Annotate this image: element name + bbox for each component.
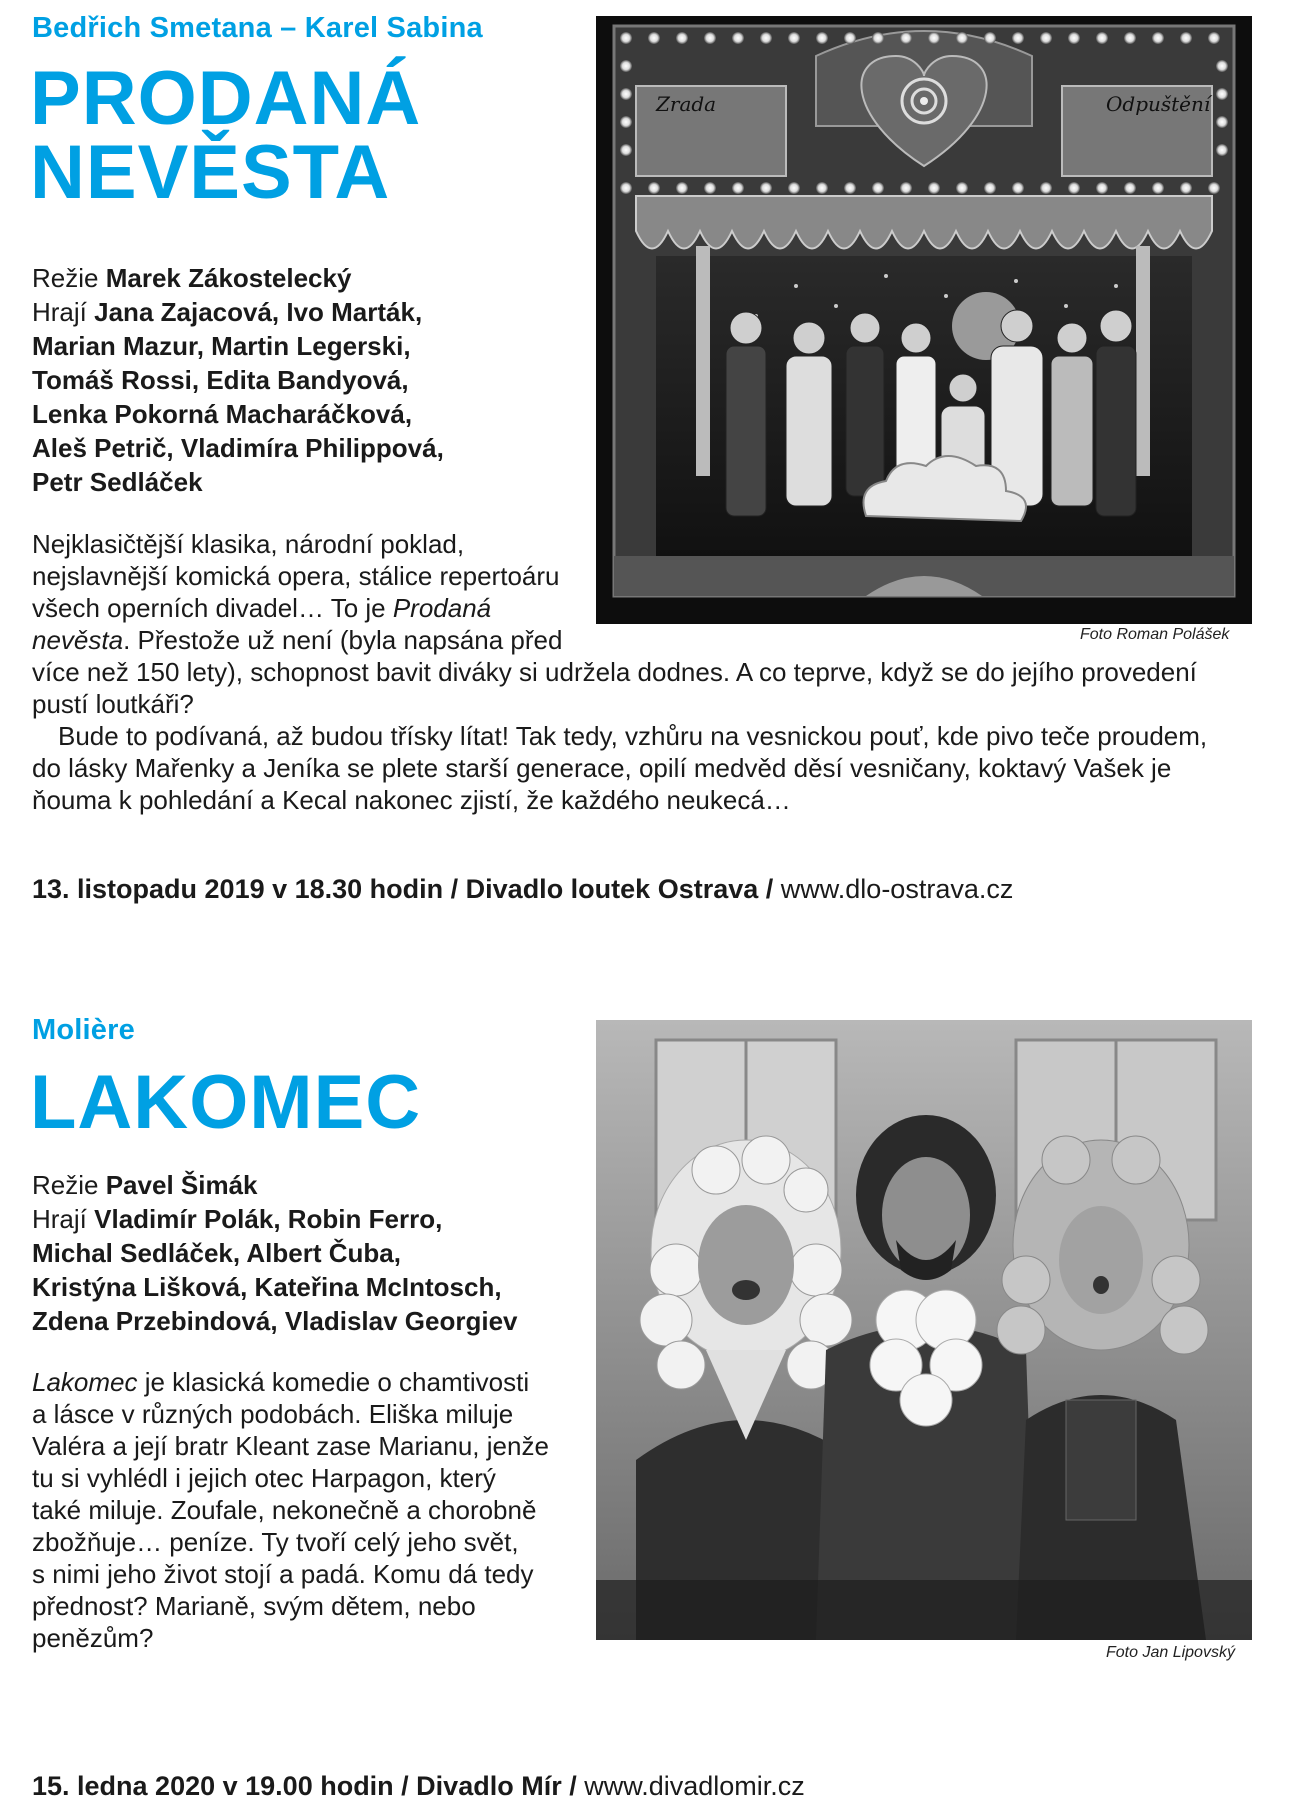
stage-light-bulb xyxy=(732,182,744,194)
cast-line: Kristýna Lišková, Kateřina McIntosch, xyxy=(32,1272,502,1302)
stage-light-bulb xyxy=(816,182,828,194)
website-link[interactable]: www.dlo-ostrava.cz xyxy=(780,874,1014,904)
stage-light-bulb xyxy=(956,32,968,44)
stage-light-bulb xyxy=(1216,88,1228,100)
show2-photo xyxy=(596,1020,1252,1640)
stage-light-bulb xyxy=(1208,182,1220,194)
stage-light-bulb xyxy=(900,32,912,44)
stage-light-bulb xyxy=(1216,60,1228,72)
cast-line: Zdena Przebindová, Vladislav Georgiev xyxy=(32,1306,518,1336)
stage-sign-left: Zrada xyxy=(656,92,717,116)
stage-light-bulb xyxy=(1152,32,1164,44)
stage-light-bulb xyxy=(844,182,856,194)
cast-label: Hrají xyxy=(32,297,87,327)
stage-light-bulb xyxy=(676,182,688,194)
show1-title-line1: PRODANÁ xyxy=(30,56,422,141)
text-line: penězům? xyxy=(32,1623,154,1653)
stage-light-bulb xyxy=(984,32,996,44)
stage-light-bulb xyxy=(732,32,744,44)
stage-light-bulb xyxy=(928,32,940,44)
show2-title: LAKOMEC xyxy=(30,1060,422,1145)
cast-line: Marian Mazur, Martin Legerski, xyxy=(32,331,411,361)
stage-light-bulb xyxy=(704,32,716,44)
stage-light-bulb xyxy=(620,60,632,72)
stage-light-bulb xyxy=(816,32,828,44)
stage-light-bulb xyxy=(1012,182,1024,194)
stage-light-bulb xyxy=(1180,182,1192,194)
director-label: Režie xyxy=(32,263,99,293)
stage-light-bulb xyxy=(620,32,632,44)
director-label: Režie xyxy=(32,1170,99,1200)
text-line: nejslavnější komická opera, stálice repertoáru xyxy=(32,561,560,591)
stage-light-bulb xyxy=(1152,182,1164,194)
stage-light-bulb xyxy=(620,144,632,156)
cast-label: Hrají xyxy=(32,1204,87,1234)
text-line: více než 150 lety), schopnost bavit diváky si udržela dodnes. A co teprve, když se do jejího provedení xyxy=(32,657,1197,687)
show2-author: Molière xyxy=(32,1014,135,1046)
stage-light-bulb xyxy=(1216,144,1228,156)
stage-light-bulb xyxy=(620,182,632,194)
show1-author: Bedřich Smetana – Karel Sabina xyxy=(32,12,483,44)
stage-light-bulb xyxy=(648,182,660,194)
stage-light-bulb xyxy=(1096,32,1108,44)
stage-sign-right: Odpuštění xyxy=(1106,92,1211,116)
stage-light-bulb xyxy=(1208,32,1220,44)
cast-line: Michal Sedláček, Albert Čuba, xyxy=(32,1238,401,1268)
cast-line: Aleš Petrič, Vladimíra Philippová, xyxy=(32,433,444,463)
stage-light-bulb xyxy=(760,32,772,44)
stage-light-bulb xyxy=(872,32,884,44)
date-venue: 13. listopadu 2019 v 18.30 hodin / Divadlo loutek Ostrava / xyxy=(32,874,774,904)
show2-dateline xyxy=(32,1770,805,1802)
cast-line: Tomáš Rossi, Edita Bandyová, xyxy=(32,365,409,395)
stage-light-bulb xyxy=(928,182,940,194)
show1-credits xyxy=(32,261,444,499)
show1-dateline xyxy=(32,873,1013,905)
cast-line: Petr Sedláček xyxy=(32,467,203,497)
text-line: také miluje. Zoufale, nekonečně a chorobně xyxy=(32,1495,537,1525)
stage-light-bulb xyxy=(1040,32,1052,44)
cast-line: Jana Zajacová, Ivo Marták, xyxy=(94,297,423,327)
stage-light-bulb xyxy=(1216,116,1228,128)
stage-light-bulb xyxy=(676,32,688,44)
stage-light-bulb xyxy=(844,32,856,44)
show2-photo-caption: Foto Jan Lipovský xyxy=(1106,1644,1235,1661)
stage-light-bulb xyxy=(872,182,884,194)
text-line: zbožňuje… peníze. Ty tvoří celý jeho svět, xyxy=(32,1527,519,1557)
stage-light-bulb xyxy=(1068,32,1080,44)
director-name: Marek Zákostelecký xyxy=(105,263,352,293)
text-line: nevěsta. Přestože už není (byla napsána před xyxy=(32,625,563,655)
text-line: s nimi jeho život stojí a padá. Komu dá tedy xyxy=(32,1559,534,1589)
director-name: Pavel Šimák xyxy=(105,1170,258,1200)
stage-light-bulb xyxy=(760,182,772,194)
website-link[interactable]: www.divadlomir.cz xyxy=(584,1771,805,1801)
stage-light-bulb xyxy=(788,32,800,44)
stage-light-bulb xyxy=(620,116,632,128)
cast-line: Lenka Pokorná Macharáčková, xyxy=(32,399,413,429)
stage-light-bulb xyxy=(1040,182,1052,194)
date-venue: 15. ledna 2020 v 19.00 hodin / Divadlo Mír / xyxy=(32,1771,577,1801)
show2-credits xyxy=(32,1168,518,1338)
stage-light-bulb xyxy=(1124,32,1136,44)
stage-light-bulb xyxy=(1180,32,1192,44)
stage-light-bulb xyxy=(704,182,716,194)
show2-description xyxy=(32,1366,549,1654)
stage-light-bulb xyxy=(1012,32,1024,44)
text-line: Bude to podívaná, až budou třísky lítat! Tak tedy, vzhůru na vesnickou pouť, kde pivo teče proudem, xyxy=(58,721,1208,751)
text-line: ňouma k pohledání a Kecal nakonec zjistí, že každého neukecá… xyxy=(32,785,791,815)
show1-photo-caption: Foto Roman Polášek xyxy=(1080,626,1230,643)
cast-line: Vladimír Polák, Robin Ferro, xyxy=(94,1204,443,1234)
text-line: Valéra a její bratr Kleant zase Marianu, jenže xyxy=(32,1431,549,1461)
stage-light-bulb xyxy=(648,32,660,44)
text-line: přednost? Marianě, svým dětem, nebo xyxy=(32,1591,476,1621)
text-line: do lásky Mařenky a Jeníka se plete starší generace, opilí medvěd děsí vesničany, koktavý Vašek je xyxy=(32,753,1172,783)
stage-light-bulb xyxy=(900,182,912,194)
show1-title-line2: NEVĚSTA xyxy=(30,130,391,215)
text-line: Lakomec je klasická komedie o chamtivosti xyxy=(32,1367,530,1397)
text-line: Nejklasičtější klasika, národní poklad, xyxy=(32,529,465,559)
stage-light-bulb xyxy=(620,88,632,100)
stage-light-bulb xyxy=(1124,182,1136,194)
text-line: pustí loutkáři? xyxy=(32,689,194,719)
stage-light-bulb xyxy=(788,182,800,194)
stage-light-bulb xyxy=(956,182,968,194)
text-line: a lásce v různých podobách. Eliška miluje xyxy=(32,1399,514,1429)
text-line: tu si vyhlédl i jejich otec Harpagon, který xyxy=(32,1463,496,1493)
stage-light-bulb xyxy=(984,182,996,194)
text-line: všech operních divadel… To je Prodaná xyxy=(32,593,492,623)
stage-light-bulb xyxy=(1068,182,1080,194)
show1-photo xyxy=(596,16,1252,624)
stage-light-bulb xyxy=(1096,182,1108,194)
